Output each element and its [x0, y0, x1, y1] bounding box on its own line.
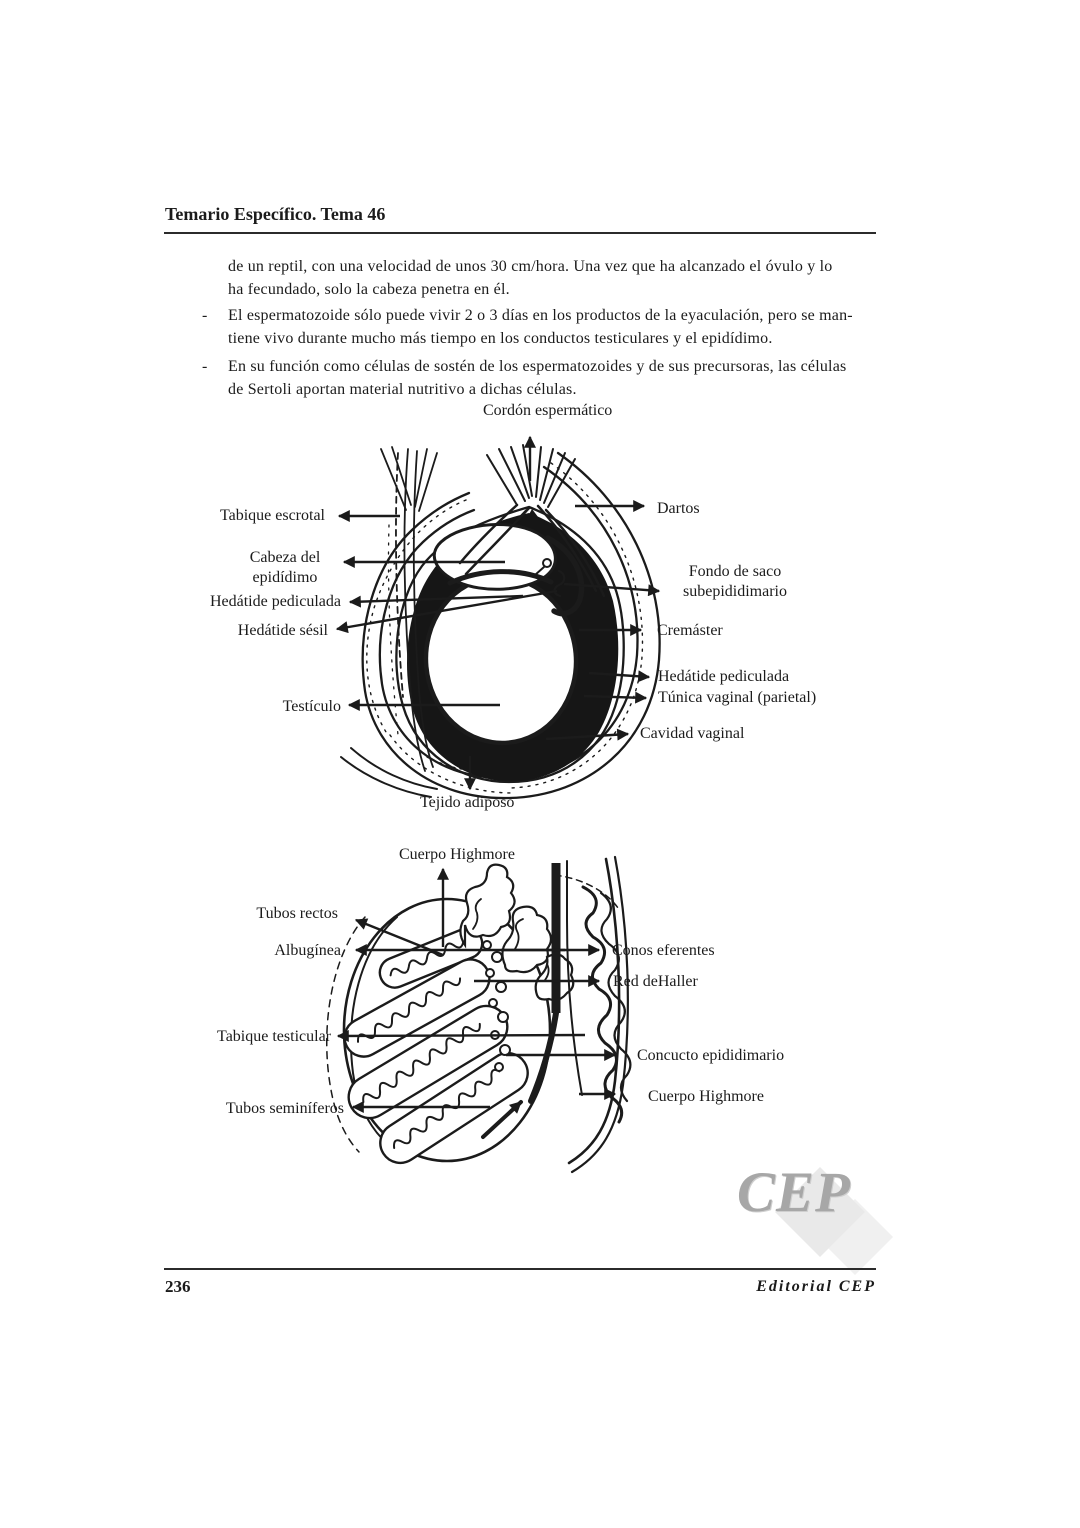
paragraph-line: de un reptil, con una velocidad de unos 30 cm/hora. Una vez que ha alcanzado el óvulo y lo	[228, 258, 833, 275]
cep-watermark-text: CEP	[737, 1161, 851, 1224]
diagram2-figure	[165, 845, 875, 1175]
bullet-line: En su función como células de sostén de los espermatozoides y de sus precursoras, las células	[228, 358, 847, 375]
bullet-line: de Sertoli aportan material nutritivo a dichas células.	[228, 380, 577, 398]
label-hedatide-pediculada-izq: Hedátide pediculada	[209, 593, 341, 610]
label-tejido-adiposo: Tejido adiposo	[420, 794, 515, 811]
label-tabique-testicular: Tabique testicular	[217, 1028, 331, 1045]
page-number: 236	[165, 1277, 191, 1296]
label-tubos-seminiferos: Tubos seminíferos	[225, 1100, 344, 1117]
label-hedatide-sesil: Hedátide sésil	[237, 622, 328, 639]
label-albuginea: Albugínea	[274, 942, 341, 959]
publisher: Editorial CEP	[756, 1278, 876, 1295]
label-fondo-saco: Fondo de saco subepididimario	[683, 563, 787, 600]
footer-rule	[164, 1268, 876, 1270]
label-cuerpo-highmore-sup: Cuerpo Highmore	[399, 846, 515, 863]
label-cavidad-vaginal: Cavidad vaginal	[640, 725, 745, 742]
label-dartos: Dartos	[657, 500, 700, 517]
label-hedatide-pediculada-der: Hedátide pediculada	[658, 668, 790, 685]
label-cremaster: Cremáster	[657, 622, 723, 639]
label-tunica-vaginal: Túnica vaginal (parietal)	[658, 689, 817, 706]
diagram1-figure	[165, 405, 875, 820]
page-title: Temario Específico. Tema 46	[165, 204, 386, 224]
bullet-line: tiene vivo durante mucho más tiempo en los conductos testiculares y el epidídimo.	[228, 329, 773, 347]
label-red-dehaller: Red deHaller	[613, 973, 698, 990]
header-rule	[164, 232, 876, 234]
bullet-dash: -	[202, 358, 208, 375]
label-cordon-espermatico: Cordón espermático	[483, 402, 613, 419]
scrotum-drawing	[341, 445, 660, 798]
label-cabeza-epididimo: Cabeza del epidídimo	[249, 549, 321, 586]
bullet-line: El espermatozoide sólo puede vivir 2 o 3 días en los productos de la eyaculación, pero se man-	[228, 307, 853, 324]
bullet-dash: -	[202, 307, 208, 324]
label-tabique-escrotal: Tabique escrotal	[219, 507, 325, 524]
label-testiculo: Testículo	[282, 698, 341, 715]
label-conducto-epididimario: Concucto epididimario	[637, 1047, 785, 1064]
label-conos-eferentes: Conos eferentes	[612, 942, 715, 959]
bullet-item	[202, 305, 853, 350]
bullet-item	[202, 356, 847, 401]
label-tubos-rectos: Tubos rectos	[256, 905, 338, 922]
paragraph-line: ha fecundado, solo la cabeza penetra en él.	[228, 280, 510, 298]
testis-section-drawing	[327, 857, 631, 1172]
arrow-tabique-testicular	[338, 1035, 585, 1036]
label-cuerpo-highmore-der: Cuerpo Highmore	[648, 1088, 764, 1105]
paragraph	[228, 256, 832, 301]
